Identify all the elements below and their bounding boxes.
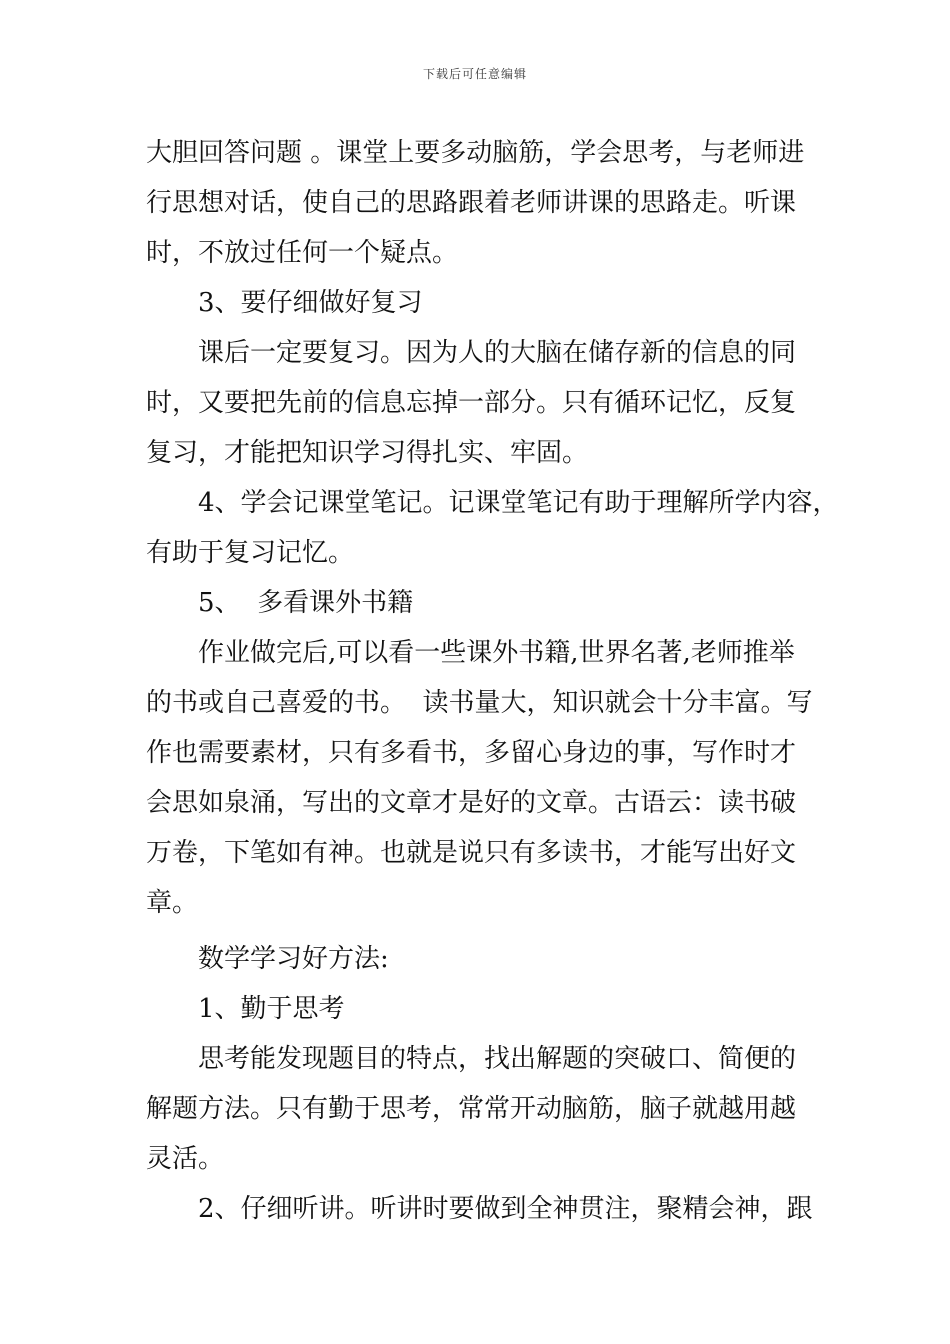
text-line: 有助于复习记忆。	[146, 538, 355, 568]
text-line: 时，不放过任何一个疑点。	[146, 238, 459, 268]
text-line: 解题方法。只有勤于思考，常常开动脑筋，脑子就越用越	[146, 1094, 797, 1124]
text-line: 行思想对话，使自己的思路跟着老师讲课的思路走。听课	[146, 188, 797, 218]
text-line: 作也需要素材，只有多看书，多留心身边的事，写作时才	[146, 738, 797, 768]
text-line: 万卷，下笔如有神。也就是说只有多读书，才能写出好文	[146, 838, 797, 868]
text-line: 会思如泉涌，写出的文章才是好的文章。古语云：读书破	[146, 788, 797, 818]
document-body	[146, 128, 839, 1234]
section-title: 数学学习好方法:	[198, 944, 389, 974]
section-heading: 3、要仔细做好复习	[198, 288, 423, 318]
text-line: 大胆回答问题 。课堂上要多动脑筋，学会思考，与老师进	[146, 138, 805, 168]
text-line: 4、学会记课堂笔记。记课堂笔记有助于理解所学内容，	[198, 488, 839, 518]
text-line: 章。	[146, 888, 199, 918]
text-line: 的书或自己喜爱的书。 读书量大，知识就会十分丰富。写	[146, 688, 813, 718]
text-line: 2、仔细听讲。听讲时要做到全神贯注，聚精会神，跟	[198, 1194, 813, 1224]
section-heading: 1、勤于思考	[198, 994, 345, 1024]
text-line: 灵活。	[146, 1144, 225, 1174]
text-line: 思考能发现题目的特点，找出解题的突破口、简便的	[198, 1044, 797, 1074]
section-heading: 5、 多看课外书籍	[198, 588, 414, 618]
text-line: 时，又要把先前的信息忘掉一部分。只有循环记忆，反复	[146, 388, 797, 418]
text-line: 作业做完后,可以看一些课外书籍,世界名著,老师推举	[198, 638, 795, 668]
text-line: 复习，才能把知识学习得扎实、牢固。	[146, 438, 589, 468]
page-header: 下载后可任意编辑	[422, 67, 527, 81]
text-line: 课后一定要复习。因为人的大脑在储存新的信息的同	[198, 338, 797, 368]
